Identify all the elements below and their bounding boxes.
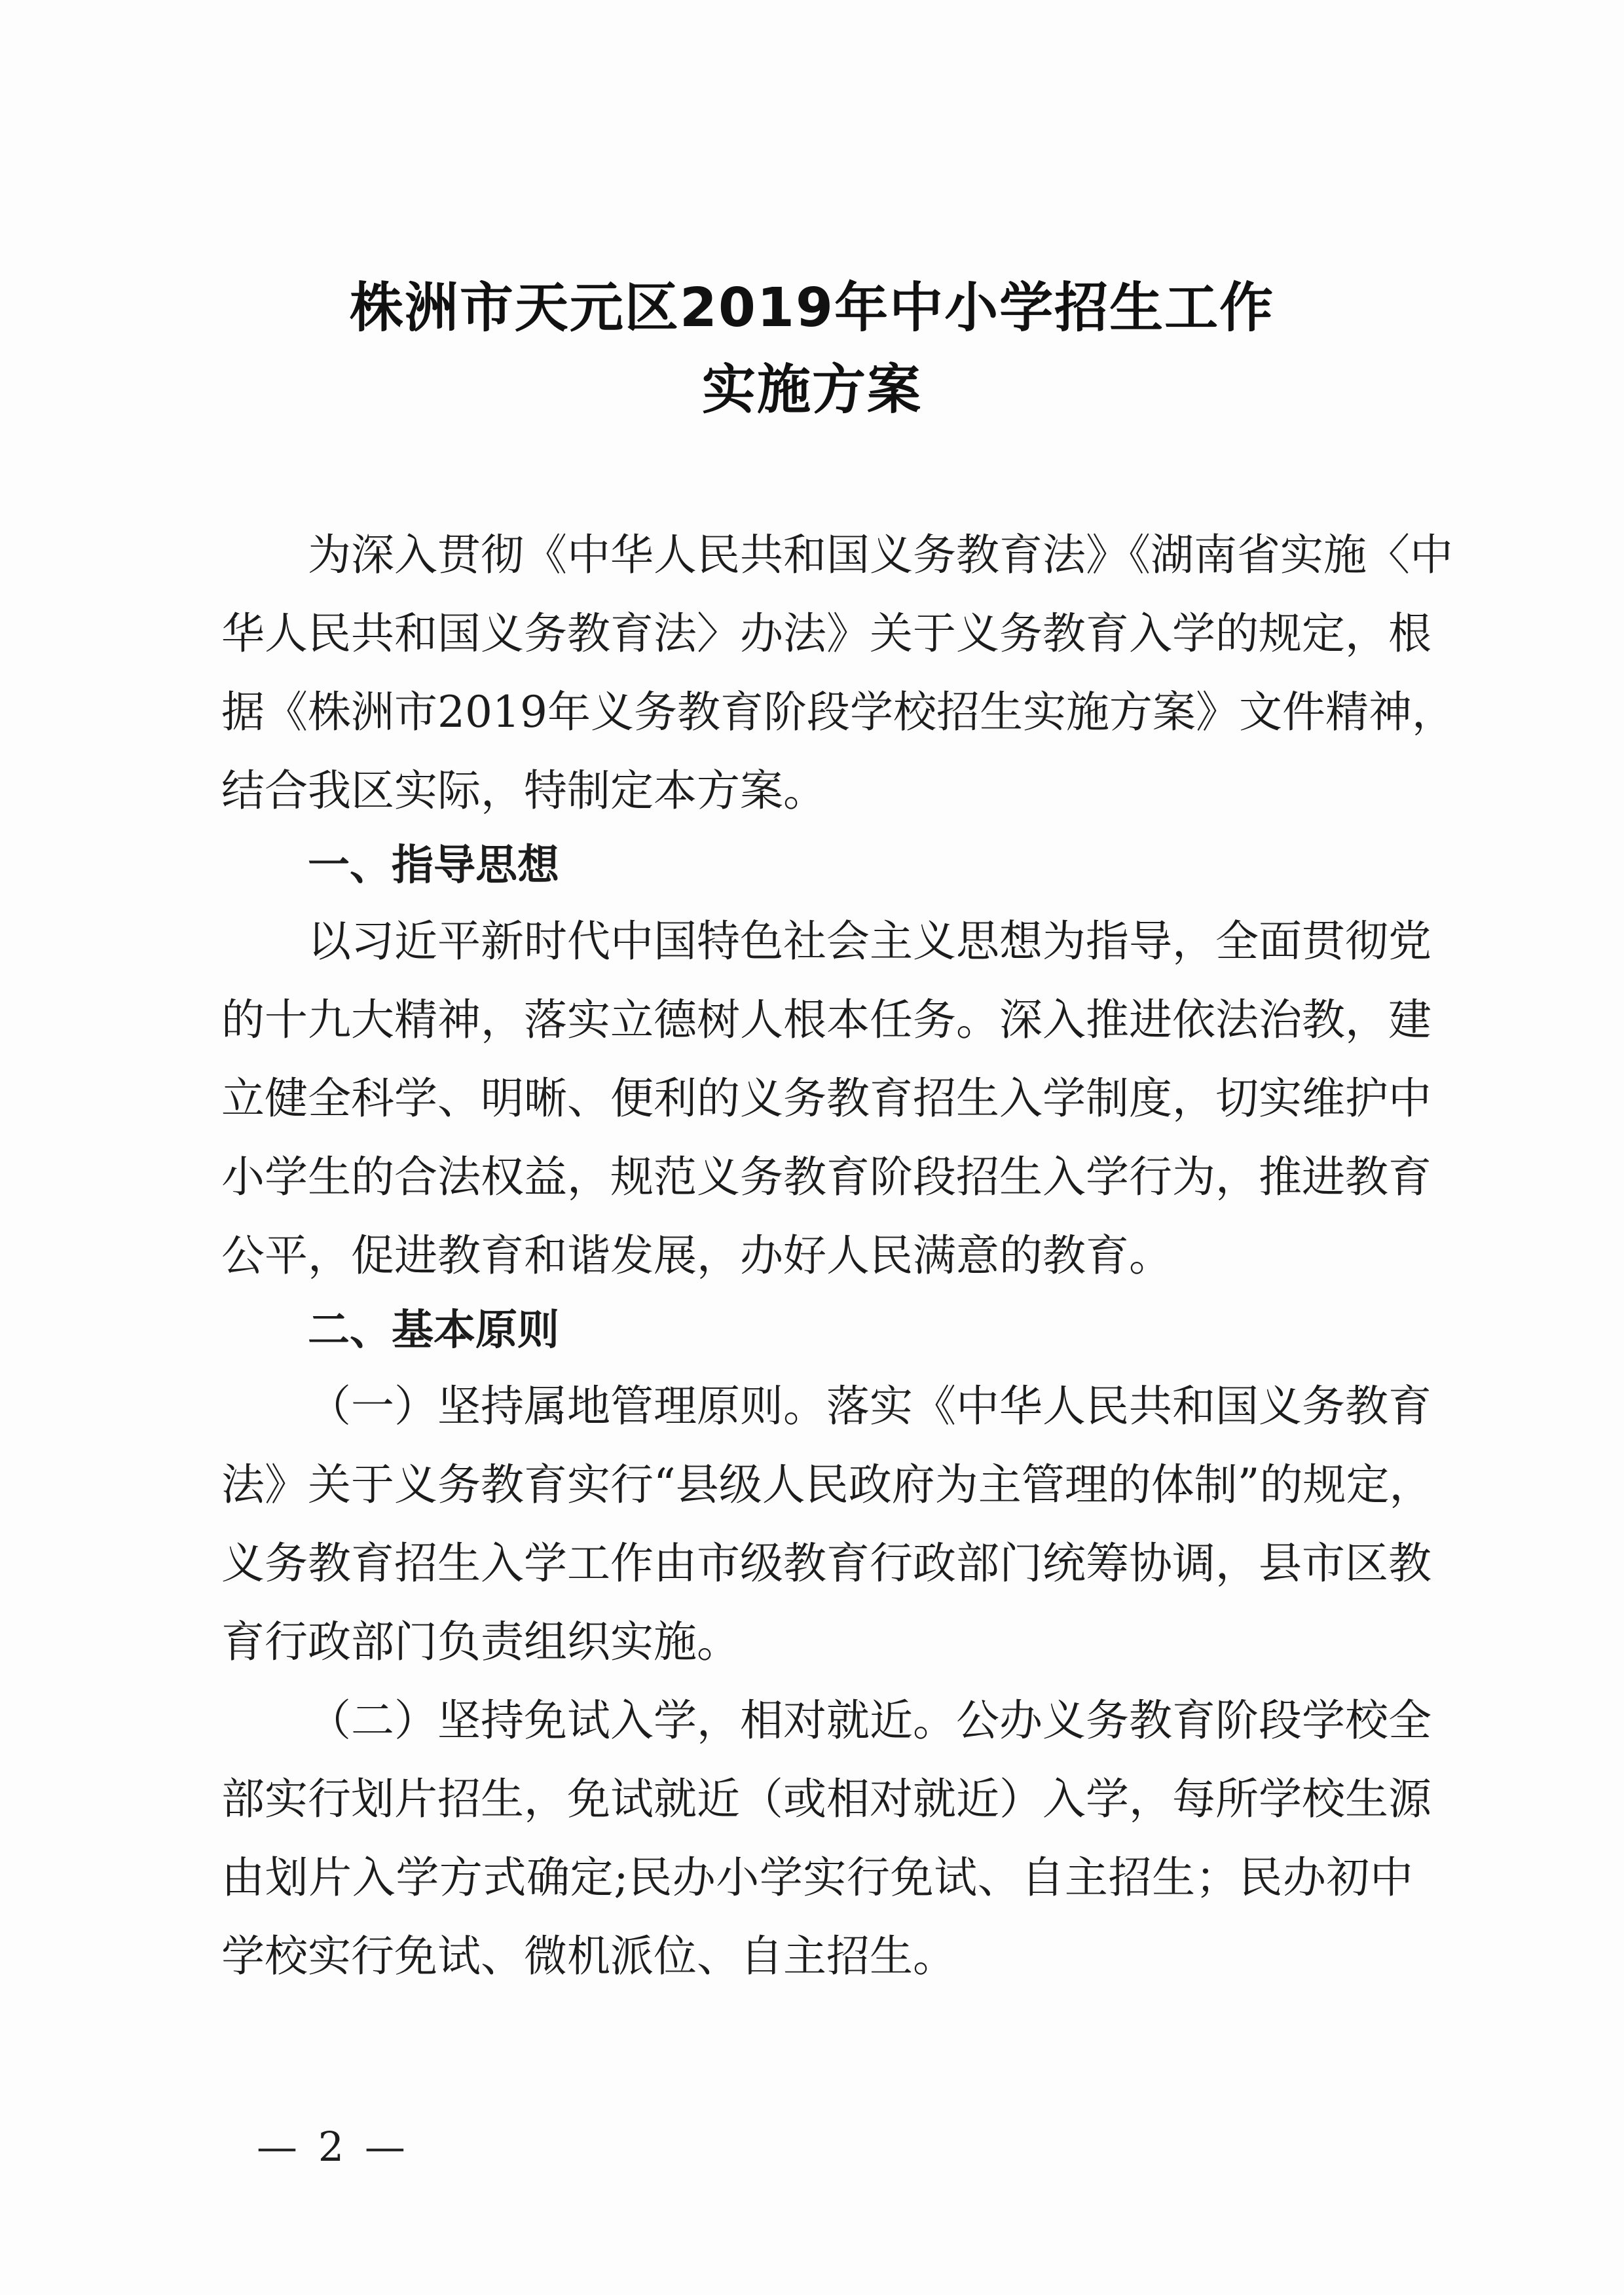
paragraph-principle-1-line-3: 义务教育招生入学工作由市级教育行政部门统筹协调，县市区教 [221, 1538, 1431, 1588]
document-title-line-1: 株洲市天元区2019年中小学招生工作 [349, 277, 1275, 339]
paragraph-ideology-line-3: 立健全科学、明晰、便利的义务教育招生入学制度，切实维护中 [221, 1073, 1431, 1124]
section-heading-basic-principles: 二、基本原则 [308, 1306, 559, 1355]
paragraph-principle-2-line-2: 部实行划片招生，免试就近（或相对就近）入学，每所学校生源 [221, 1774, 1431, 1824]
paragraph-principle-2-line-4: 学校实行免试、微机派位、自主招生。 [221, 1931, 956, 1981]
paragraph-intro-line-1: 为深入贯彻《中华人民共和国义务教育法》《湖南省实施〈中 [308, 530, 1453, 580]
paragraph-principle-2-line-3: 由划片入学方式确定;民办小学实行免试、自主招生；民办初中 [221, 1852, 1413, 1903]
paragraph-principle-1-line-4: 育行政部门负责组织实施。 [221, 1617, 740, 1667]
paragraph-intro-line-3: 据《株洲市2019年义务教育阶段学校招生实施方案》文件精神， [221, 687, 1455, 737]
paragraph-ideology-line-2: 的十九大精神，落实立德树人根本任务。深入推进依法治教，建 [221, 995, 1431, 1045]
paragraph-ideology-line-1: 以习近平新时代中国特色社会主义思想为指导，全面贯彻党 [308, 916, 1431, 966]
paragraph-principle-1-line-2: 法》关于义务教育实行“县级人民政府为主管理的体制”的规定， [221, 1460, 1433, 1510]
paragraph-ideology-line-4: 小学生的合法权益，规范义务教育阶段招生入学行为，推进教育 [221, 1152, 1431, 1202]
paragraph-principle-2-line-1: （二）坚持免试入学，相对就近。公办义务教育阶段学校全 [308, 1695, 1431, 1746]
section-heading-guiding-ideology: 一、指导思想 [308, 841, 559, 890]
document-title-line-2: 实施方案 [701, 359, 922, 421]
paragraph-intro-line-2: 华人民共和国义务教育法〉办法》关于义务教育入学的规定，根 [221, 608, 1431, 659]
paragraph-principle-1-line-1: （一）坚持属地管理原则。落实《中华人民共和国义务教育 [308, 1381, 1431, 1431]
paragraph-intro-line-4: 结合我区实际，特制定本方案。 [221, 765, 826, 816]
page-number: — 2 — [257, 2123, 409, 2171]
paragraph-ideology-line-5: 公平，促进教育和谐发展，办好人民满意的教育。 [221, 1230, 1172, 1281]
